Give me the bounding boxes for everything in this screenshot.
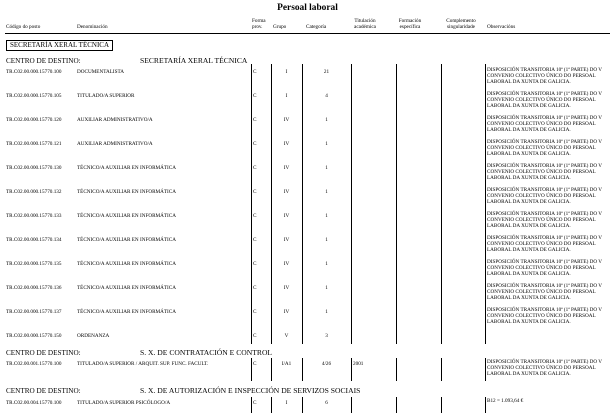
column-header-degree: Titulación académica	[354, 18, 376, 30]
table-row	[0, 139, 615, 161]
observations: DISPOSICIÓN TRANSITORIA 10ª (1ª PARTE) DO V CONVENIO COLECTIVO ÚNICO DO PERSOAL LABORAL DA XUNTA DE GALICIA.	[487, 359, 602, 377]
category: 1	[325, 284, 328, 291]
group: I	[285, 68, 288, 75]
column-header-code: Código do posto	[6, 24, 41, 30]
post-title: TÉCNICO/A AUXILIAR EN INFORMÁTICA	[77, 236, 176, 243]
post-code: TR.C02.00.000.15770.134	[6, 236, 62, 243]
post-code: TR.C02.00.000.15770.105	[6, 92, 62, 99]
post-code: TR.C02.00.000.15770.137	[6, 308, 62, 315]
category: 1	[325, 236, 328, 243]
center-heading	[0, 348, 615, 358]
observations: DISPOSICIÓN TRANSITORIA 10ª (1ª PARTE) DO V CONVENIO COLECTIVO ÚNICO DO PERSOAL LABORAL DA XUNTA DE GALICIA.	[487, 114, 602, 133]
column-header-name: Denominación	[77, 24, 108, 30]
academic-degree: 2001	[353, 361, 364, 367]
post-code: TR.C02.00.000.15770.130	[6, 164, 62, 171]
post-code: TR.C02.00.000.15770.120	[6, 116, 62, 123]
table-row	[0, 115, 615, 137]
post-code: TR.C02.00.000.15770.132	[6, 188, 62, 195]
group: IV	[283, 284, 290, 291]
observations: DISPOSICIÓN TRANSITORIA 10ª (1ª PARTE) DO V CONVENIO COLECTIVO ÚNICO DO PERSOAL LABORAL DA XUNTA DE GALICIA.	[487, 258, 602, 277]
group: I/A1	[281, 361, 292, 367]
category: 4	[325, 92, 328, 99]
provision-form: C	[253, 284, 257, 291]
center-label: CENTRO DE DESTINO:	[6, 387, 81, 395]
post-code: TR.C02.00.000.15770.121	[6, 140, 62, 147]
post-title: TÉCNICO/A AUXILIAR EN INFORMÁTICA	[77, 284, 176, 291]
provision-form: C	[253, 188, 257, 195]
post-title: TÉCNICO/A AUXILIAR EN INFORMÁTICA	[77, 260, 176, 267]
table-row	[0, 307, 615, 329]
provision-form: C	[253, 116, 257, 123]
category: 6	[325, 400, 328, 406]
section-box: SECRETARÍA XERAL TÉCNICA	[6, 40, 113, 51]
post-code: TR.C02.00.001.15770.100	[6, 361, 62, 367]
column-header-supplement: Complemento singularidade	[446, 18, 476, 30]
provision-form: C	[253, 361, 257, 367]
group: IV	[283, 212, 290, 219]
column-header-provision: Forma prov.	[252, 18, 266, 30]
post-code: TR.C02.00.004.15770.100	[6, 400, 62, 406]
observations: DISPOSICIÓN TRANSITORIA 10ª (1ª PARTE) DO V CONVENIO COLECTIVO ÚNICO DO PERSOAL LABORAL DA XUNTA DE GALICIA.	[487, 306, 602, 325]
observations: DISPOSICIÓN TRANSITORIA 10ª (1ª PARTE) DO V CONVENIO COLECTIVO ÚNICO DO PERSOAL LABORAL DA XUNTA DE GALICIA.	[487, 186, 602, 205]
provision-form: C	[253, 332, 257, 339]
post-title: AUXILIAR ADMINISTRATIVO/A	[77, 116, 153, 123]
category: 1	[325, 140, 328, 147]
page-title: Persoal laboral	[277, 3, 338, 13]
provision-form: C	[253, 92, 257, 99]
observations: DISPOSICIÓN TRANSITORIA 10ª (1ª PARTE) DO V CONVENIO COLECTIVO ÚNICO DO PERSOAL LABORAL DA XUNTA DE GALICIA.	[487, 282, 602, 301]
provision-form: C	[253, 308, 257, 315]
center-label: CENTRO DE DESTINO:	[6, 57, 81, 65]
post-code: TR.C02.00.000.15770.135	[6, 260, 62, 267]
post-code: TR.C02.00.000.15770.100	[6, 68, 62, 75]
header-rule	[5, 33, 610, 34]
center-name: S. X. DE AUTORIZACIÓN E INSPECCIÓN DE SERVIZOS SOCIAIS	[140, 386, 361, 395]
post-title: TÉCNICO/A AUXILIAR EN INFORMÁTICA	[77, 212, 176, 219]
post-code: TR.C02.00.000.15770.133	[6, 212, 62, 219]
category: 1	[325, 188, 328, 195]
provision-form: C	[253, 236, 257, 243]
provision-form: C	[253, 140, 257, 147]
table-row	[0, 187, 615, 209]
group: IV	[283, 140, 290, 147]
group: IV	[283, 260, 290, 267]
observations: DISPOSICIÓN TRANSITORIA 10ª (1ª PARTE) DO V CONVENIO COLECTIVO ÚNICO DO PERSOAL LABORAL DA XUNTA DE GALICIA.	[487, 234, 602, 253]
category: 21	[323, 68, 330, 75]
post-title: TITULADO/A SUPERIOR / ARQUIT. SUP. FUNC. FACULT.	[77, 361, 209, 367]
column-header-group: Grupo	[273, 24, 287, 30]
observations: DISPOSICIÓN TRANSITORIA 10ª (1ª PARTE) DO V CONVENIO COLECTIVO ÚNICO DO PERSOAL LABORAL DA XUNTA DE GALICIA.	[487, 210, 602, 229]
group: IV	[283, 164, 290, 171]
category: 3	[325, 332, 328, 339]
category: 1	[325, 116, 328, 123]
provision-form: C	[253, 260, 257, 267]
post-title: TITULADO/A SUPERIOR	[77, 92, 135, 99]
provision-form: C	[253, 68, 257, 75]
center-heading	[0, 386, 615, 396]
category: 4/26	[321, 361, 332, 367]
category: 1	[325, 260, 328, 267]
post-code: TR.C02.00.000.15770.136	[6, 284, 62, 291]
post-title: TÉCNICO/A AUXILIAR EN INFORMÁTICA	[77, 188, 176, 195]
column-header-category: Categoría	[306, 24, 327, 30]
category: 1	[325, 212, 328, 219]
table-row	[0, 259, 615, 281]
category: 1	[325, 308, 328, 315]
post-title: TÉCNICO/A AUXILIAR EN INFORMÁTICA	[77, 164, 176, 171]
observations: DISPOSICIÓN TRANSITORIA 10ª (1ª PARTE) DO V CONVENIO COLECTIVO ÚNICO DO PERSOAL LABORAL DA XUNTA DE GALICIA.	[487, 66, 602, 85]
table-row	[0, 67, 615, 89]
group: I	[285, 400, 288, 406]
column-header-training: Formación específica	[398, 18, 422, 30]
post-title: AUXILIAR ADMINISTRATIVO/A	[77, 140, 153, 147]
group: IV	[283, 116, 290, 123]
table-row	[0, 163, 615, 185]
provision-form: C	[253, 212, 257, 219]
center-label: CENTRO DE DESTINO:	[6, 349, 81, 357]
observations: B12 = 1.093,64 €	[487, 398, 524, 404]
table-row	[0, 283, 615, 305]
center-name: S. X. DE CONTRATACIÓN E CONTROL	[140, 348, 273, 357]
table-header	[0, 15, 615, 30]
table-row	[0, 398, 615, 412]
post-title: TITULADO/A SUPERIOR PSICÓLOGO/A	[77, 400, 171, 406]
observations: DISPOSICIÓN TRANSITORIA 10ª (1ª PARTE) DO V CONVENIO COLECTIVO ÚNICO DO PERSOAL LABORAL DA XUNTA DE GALICIA.	[487, 90, 602, 109]
post-title: DOCUMENTALISTA	[77, 68, 125, 75]
table-row	[0, 91, 615, 113]
category: 1	[325, 164, 328, 171]
provision-form: C	[253, 164, 257, 171]
observations: DISPOSICIÓN TRANSITORIA 10ª (1ª PARTE) DO V CONVENIO COLECTIVO ÚNICO DO PERSOAL LABORAL DA XUNTA DE GALICIA.	[487, 138, 602, 157]
table-row	[0, 359, 615, 381]
group: V	[284, 332, 289, 339]
group: IV	[283, 236, 290, 243]
center-name: SECRETARÍA XERAL TÉCNICA	[140, 56, 248, 65]
post-code: TR.C02.00.000.15770.150	[6, 332, 62, 339]
column-header-observations: Observacións	[487, 24, 516, 30]
table-row	[0, 211, 615, 233]
post-title: ORDENANZA	[77, 332, 110, 339]
table-row	[0, 235, 615, 257]
group: IV	[283, 308, 290, 315]
post-title: TÉCNICO/A AUXILIAR EN INFORMÁTICA	[77, 308, 176, 315]
provision-form: C	[253, 400, 257, 406]
observations: DISPOSICIÓN TRANSITORIA 10ª (1ª PARTE) DO V CONVENIO COLECTIVO ÚNICO DO PERSOAL LABORAL DA XUNTA DE GALICIA.	[487, 162, 602, 181]
group: I	[285, 92, 288, 99]
group: IV	[283, 188, 290, 195]
